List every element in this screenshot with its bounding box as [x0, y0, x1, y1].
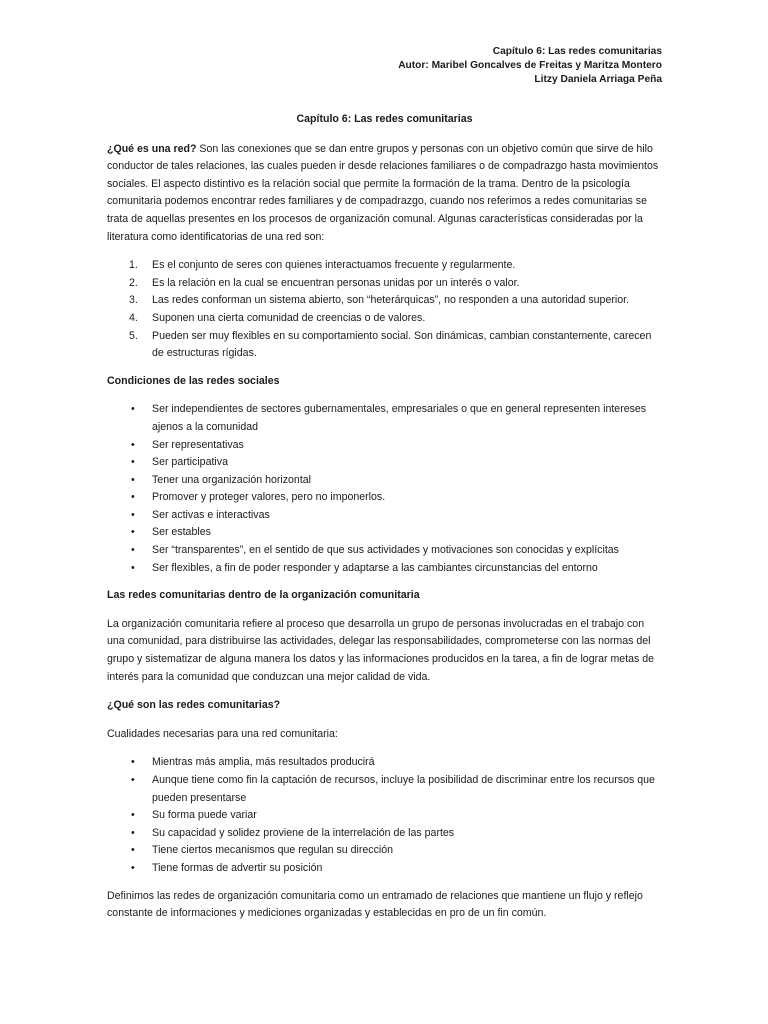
- list-item: 4. Suponen una cierta comunidad de creencias o de valores.: [129, 311, 426, 324]
- list-item: • Ser independientes de sectores gubernamentales, empresariales o que en general representen intereses ajenos a la comunidad: [131, 403, 647, 433]
- what-are-heading: ¿Qué son las redes comunitarias?: [107, 699, 281, 712]
- list-item: • Ser “transparentes”, en el sentido de que sus actividades y motivaciones son conocidas y explícitas: [107, 542, 662, 560]
- bullet-icon: •: [131, 756, 135, 769]
- list-item: • Su capacidad y solidez proviene de la interrelación de las partes: [107, 825, 662, 843]
- organization-paragraph: La organización comunitaria refiere al proceso que desarrolla un grupo de personas involucradas en el trabajo con una comunidad, para distribuirse las actividades, delegar las responsabilidades, comprometerse con las normas del grupo y sistematizar de alguna manera los datos y las informaciones producidos en la tarea, a fin de lograr metas de interés para la comunidad que conduzcan una mejor calidad de vida.: [107, 617, 655, 683]
- what-are-lead: Cualidades necesarias para una red comunitaria:: [107, 727, 338, 740]
- list-item: • Aunque tiene como fin la captación de recursos, incluye la posibilidad de discriminar entre los recursos que pueden presentarse: [131, 774, 655, 804]
- header-student: Litzy Daniela Arriaga Peña: [534, 74, 662, 85]
- bullet-icon: •: [131, 561, 135, 574]
- conclusion-paragraph: Definimos las redes de organización comunitaria como un entramado de relaciones que mantiene un flujo y reflejo constante de informaciones y mediciones organizadas y establecidas en pro de un fin común.: [107, 889, 643, 920]
- list-item: • Ser participativa: [107, 454, 662, 472]
- list-item: • Ser activas e interactivas: [107, 507, 662, 525]
- bullet-icon: •: [131, 491, 135, 504]
- intro-text: Son las conexiones que se dan entre grupos y personas con un objetivo común que sirve de hilo conductor de tales relaciones, las cuales pueden ir desde relaciones familiares o de compadrazgo hasta movimientos sociales. El aspecto distintivo es la relación social que permite la formación de la trama. Dentro de la psicología comunitaria podemos encontrar redes familiares y de compadrazgo, cuando nos referimos a redes comunitarias se trata de aquellas presentes en los procesos de organización comunal. Algunas características consideradas por la literatura como identificatorias de una red son:: [107, 142, 659, 243]
- list-item: 3. Las redes conforman un sistema abierto, son “heterárquicas”, no responden a una autoridad superior.: [129, 294, 630, 307]
- list-item: 1. Es el conjunto de seres con quienes interactuamos frecuente y regularmente.: [129, 259, 516, 272]
- list-item: • Ser estables: [107, 524, 662, 542]
- header-chapter: Capítulo 6: Las redes comunitarias: [492, 46, 662, 57]
- characteristics-list: [107, 257, 662, 363]
- bullet-icon: •: [131, 844, 135, 857]
- bullet-icon: •: [131, 526, 135, 539]
- conditions-heading: Condiciones de las redes sociales: [107, 374, 280, 387]
- list-item: • Ser representativas: [107, 437, 662, 455]
- bullet-icon: •: [131, 774, 135, 786]
- bullet-icon: •: [131, 826, 135, 839]
- bullet-icon: •: [131, 438, 135, 451]
- document-header: [107, 45, 662, 87]
- bullet-icon: •: [131, 861, 135, 874]
- bullet-icon: •: [131, 456, 135, 469]
- list-item: 5. Pueden ser muy flexibles en su comportamiento social. Son dinámicas, cambian constantemente, carecen de estructuras rígidas.: [129, 329, 652, 360]
- organization-heading: Las redes comunitarias dentro de la organización comunitaria: [107, 589, 420, 602]
- intro-lead: ¿Qué es una red?: [107, 142, 197, 155]
- bullet-icon: •: [131, 403, 135, 416]
- bullet-icon: •: [131, 473, 135, 486]
- header-authors: Autor: Maribel Goncalves de Freitas y Maritza Montero: [398, 60, 662, 71]
- list-item: • Ser flexibles, a fin de poder responder y adaptarse a las cambiantes circunstancias del entorno: [107, 560, 662, 578]
- list-item: 2. Es la relación en la cual se encuentran personas unidas por un interés o valor.: [129, 276, 520, 289]
- list-item: • Tener una organización horizontal: [107, 472, 662, 490]
- list-item: • Tiene formas de advertir su posición: [107, 860, 662, 878]
- bullet-icon: •: [131, 508, 135, 521]
- bullet-icon: •: [131, 809, 135, 822]
- qualities-list: [107, 754, 662, 877]
- list-item: • Su forma puede variar: [107, 807, 662, 825]
- intro-paragraph: [107, 141, 662, 247]
- list-item: • Mientras más amplia, más resultados producirá: [107, 754, 662, 772]
- list-item: • Promover y proteger valores, pero no imponerlos.: [107, 489, 662, 507]
- list-item: • Tiene ciertos mecanismos que regulan su dirección: [107, 842, 662, 860]
- page-title: Capítulo 6: Las redes comunitarias: [296, 113, 473, 125]
- bullet-icon: •: [131, 544, 135, 557]
- conditions-list: [107, 401, 662, 577]
